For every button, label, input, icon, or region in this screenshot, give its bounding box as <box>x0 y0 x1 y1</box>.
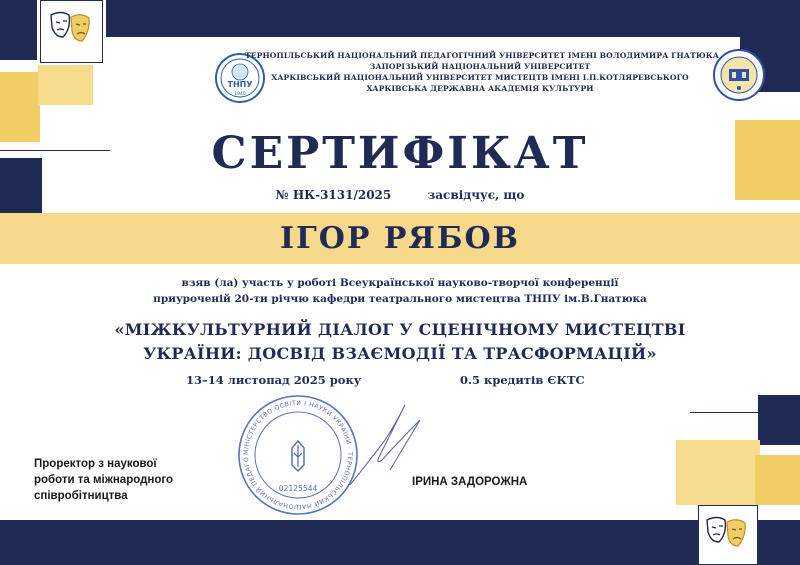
signer-role-line: Проректор з наукової <box>34 458 157 470</box>
department-emblem-icon <box>712 48 766 102</box>
participation-line: взяв (ла) участь у роботі Всеукраїнської науково-творчої конференції <box>181 277 619 289</box>
university-list <box>245 50 719 94</box>
recipient-name: ІГОР РЯБОВ <box>279 221 521 256</box>
decor-line <box>690 412 800 413</box>
signer-name: ІРИНА ЗАДОРОЖНА <box>412 476 528 488</box>
svg-text:МІНІСТЕРСТВО ОСВІТИ І НАУКИ УК: МІНІСТЕРСТВО ОСВІТИ І НАУКИ УКРАЇНИ · ТЕРНОПІЛЬСЬКИЙ НАЦІОНАЛЬНИЙ ПЕДАГО <box>242 399 354 511</box>
event-dates: 13–14 листопад 2025 року <box>186 373 362 387</box>
conference-title <box>0 318 800 366</box>
certificate-number: № НК-3131/2025 <box>275 188 392 202</box>
decor-navy-block <box>0 0 37 60</box>
signer-role <box>34 456 224 504</box>
conference-title-line: УКРАЇНИ: ДОСВІД ВЗАЄМОДІЇ ТА ТРАСФОРМАЦІЙ» <box>143 344 657 363</box>
signer-role-line: співробітництва <box>34 490 128 502</box>
signer-role-line: роботи та міжнародного <box>34 474 174 486</box>
university-name: ЗАПОРІЗЬКИЙ НАЦІОНАЛЬНИЙ УНІВЕРСИТЕТ <box>369 62 591 71</box>
mask-frame <box>40 0 103 63</box>
theatre-masks-icon <box>699 506 757 564</box>
mask-frame <box>698 505 758 565</box>
certificate-number-line <box>0 188 800 202</box>
theatre-masks-icon <box>41 1 102 62</box>
department-logo <box>712 48 766 102</box>
university-name: ХАРКІВСЬКИЙ НАЦІОНАЛЬНИЙ УНІВЕРСИТЕТ МИСТЕЦТВ ІМЕНІ І.П.КОТЛЯРЕВСЬКОГО <box>271 73 689 82</box>
ects-credits: 0.5 кредитів ЄКТС <box>460 373 585 387</box>
certifies-text: засвідчує, що <box>427 188 525 202</box>
university-name: ТЕРНОПІЛЬСЬКИЙ НАЦІОНАЛЬНИЙ ПЕДАГОГІЧНИЙ УНІВЕРСИТЕТ ІМЕНІ ВОЛОДИМИРА ГНАТЮКА <box>245 51 719 60</box>
decor-gold-block <box>38 65 93 105</box>
name-band <box>0 213 800 264</box>
certificate-title: СЕРТИФІКАТ <box>211 128 589 179</box>
decor-gold-block <box>676 440 760 505</box>
decor-gold-block <box>755 455 800 505</box>
university-name: ХАРКІВСЬКА ДЕРЖАВНА АКАДЕМІЯ КУЛЬТУРИ <box>366 84 594 93</box>
decor-bottom-band <box>0 520 800 565</box>
svg-text:02125544: 02125544 <box>278 484 318 493</box>
participation-text <box>0 275 800 307</box>
decor-navy-block <box>758 395 800 445</box>
svg-text:1940: 1940 <box>234 92 246 97</box>
decor-top-band <box>106 0 800 37</box>
participation-line: приуроченій 20-ти річчю кафедри театрального мистецтва ТНПУ ім.В.Гнатюка <box>153 293 647 305</box>
conference-title-line: «МІЖКУЛЬТУРНИЙ ДІАЛОГ У СЦЕНІЧНОМУ МИСТЕЦТВІ <box>114 320 686 339</box>
svg-text:ТНПУ: ТНПУ <box>227 80 253 89</box>
